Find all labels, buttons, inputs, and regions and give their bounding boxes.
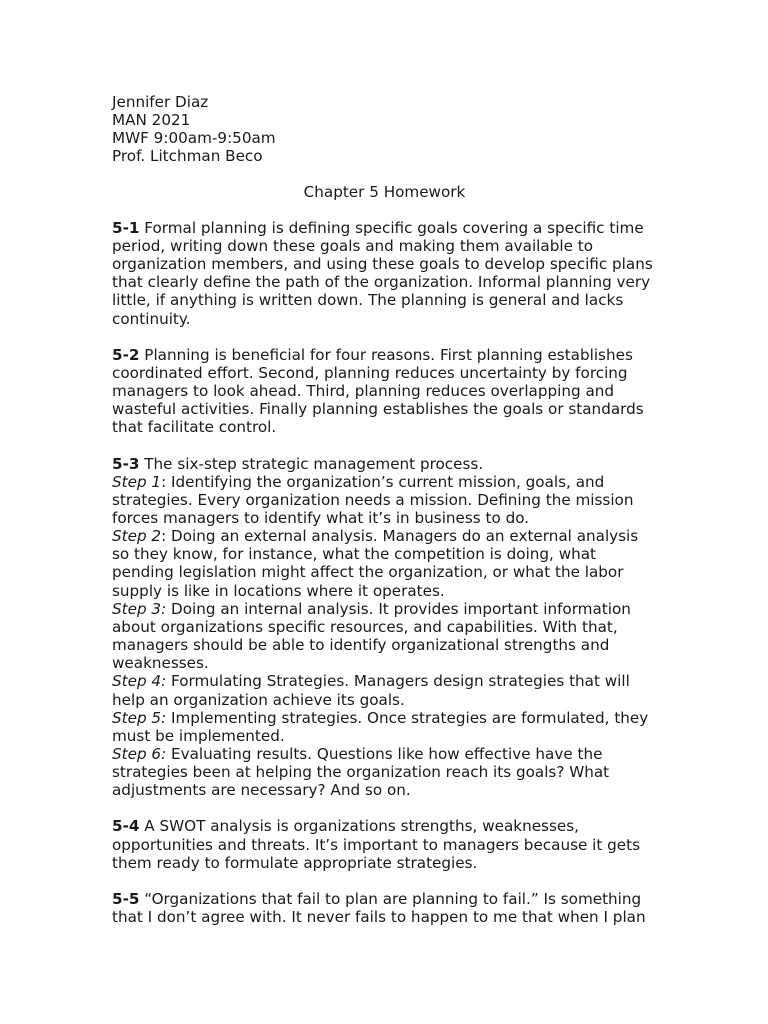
answer-text: continuity.	[112, 309, 191, 328]
step-1	[112, 473, 657, 491]
answer-5-2	[112, 346, 657, 437]
answer-text: organization members, and using these goals to develop specific plans	[112, 255, 653, 274]
step-label: Step 4:	[112, 672, 167, 691]
answer-text: wasteful activities. Finally planning establishes the goals or standards	[112, 400, 644, 419]
answer-text: Planning is beneficial for four reasons. First planning establishes	[139, 345, 633, 364]
question-number: 5-1	[112, 218, 140, 237]
answer-5-3	[112, 455, 657, 800]
step-text: : Doing an external analysis. Managers do an external analysis	[161, 527, 639, 546]
answer-text: A SWOT analysis is organizations strengths, weaknesses,	[139, 817, 579, 836]
answer-text: that facilitate control.	[112, 418, 277, 437]
step-label: Step 6:	[112, 745, 167, 763]
step-text: Formulating Strategies. Managers design strategies that will	[166, 672, 630, 691]
step-text: adjustments are necessary? And so on.	[112, 781, 411, 800]
document-page	[112, 93, 657, 944]
answer-text: that clearly define the path of the organization. Informal planning very	[112, 273, 651, 292]
step-text: Doing an internal analysis. It provides important information	[166, 599, 631, 618]
step-4	[112, 672, 657, 690]
step-label: Step 1	[112, 472, 162, 491]
question-number: 5-3	[112, 454, 140, 473]
answer-text: them ready to formulate appropriate strategies.	[112, 853, 478, 872]
step-5	[112, 709, 657, 727]
step-text: about organizations specific resources, and capabilities. With that,	[112, 617, 618, 636]
answer-5-1	[112, 219, 657, 328]
step-label: Step 2	[112, 527, 162, 546]
step-text: managers should be able to identify organizational strengths and	[112, 636, 610, 655]
answer-text: managers to look ahead. Third, planning reduces overlapping and	[112, 382, 615, 401]
answer-text: opportunities and threats. It’s important to managers because it gets	[112, 835, 641, 854]
step-text: : Identifying the organization’s current mission, goals, and	[161, 472, 605, 491]
answer-text: that I don’t agree with. It never fails to happen to me that when I plan	[112, 908, 646, 927]
answer-text: “Organizations that fail to plan are planning to fail.” Is something	[139, 889, 642, 908]
step-text: so they know, for instance, what the competition is doing, what	[112, 545, 597, 564]
question-number: 5-4	[112, 817, 140, 836]
step-3	[112, 600, 657, 618]
course-code: MAN 2021	[112, 111, 191, 130]
step-text: Evaluating results. Questions like how effective have the	[166, 745, 603, 763]
step-text: help an organization achieve its goals.	[112, 690, 405, 709]
question-number: 5-5	[112, 889, 140, 908]
class-schedule: MWF 9:00am-9:50am	[112, 129, 276, 148]
step-text: supply is like in locations where it operates.	[112, 581, 445, 600]
student-header	[112, 93, 657, 166]
step-label: Step 3:	[112, 599, 167, 618]
document-title: Chapter 5 Homework	[303, 182, 466, 201]
answer-text: coordinated effort. Second, planning reduces uncertainty by forcing	[112, 363, 628, 382]
student-name: Jennifer Diaz	[112, 93, 209, 111]
step-text: pending legislation might affect the organization, or what the labor	[112, 563, 624, 582]
step-text: strategies. Every organization needs a mission. Defining the mission	[112, 490, 634, 509]
answer-text: period, writing down these goals and making them available to	[112, 236, 593, 255]
step-label: Step 5:	[112, 708, 167, 727]
answer-text: The six-step strategic management process.	[139, 454, 484, 473]
answer-text: little, if anything is written down. The planning is general and lacks	[112, 291, 624, 310]
step-text: Implementing strategies. Once strategies are formulated, they	[166, 708, 649, 727]
professor-name: Prof. Litchman Beco	[112, 147, 263, 166]
step-text: must be implemented.	[112, 726, 285, 745]
step-text: strategies been at helping the organization reach its goals? What	[112, 763, 610, 782]
answer-5-4	[112, 817, 657, 871]
answer-text: Formal planning is defining specific goals covering a specific time	[139, 218, 644, 237]
step-6	[112, 745, 657, 763]
step-2	[112, 527, 657, 545]
step-text: weaknesses.	[112, 654, 209, 673]
answer-5-5	[112, 890, 657, 926]
step-text: forces managers to identify what it’s in business to do.	[112, 508, 530, 527]
question-number: 5-2	[112, 345, 140, 364]
